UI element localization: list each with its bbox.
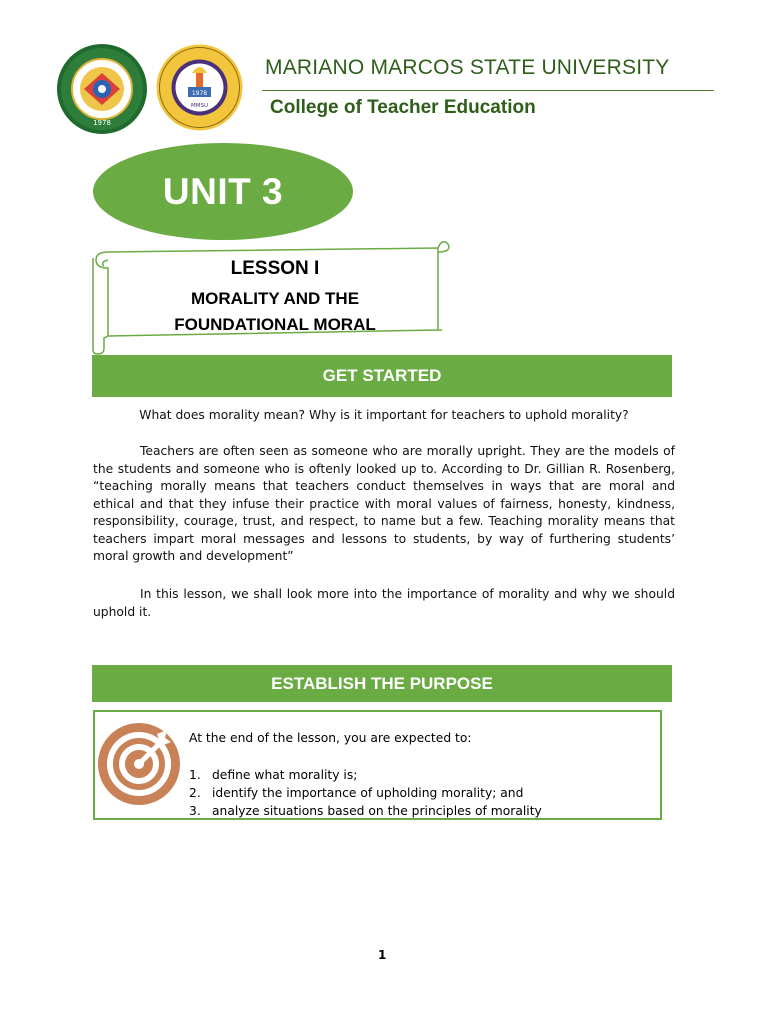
college-name: College of Teacher Education bbox=[270, 97, 536, 118]
objectives-list bbox=[189, 766, 542, 820]
objectives-intro: At the end of the lesson, you are expected to: bbox=[189, 731, 472, 745]
university-name: MARIANO MARCOS STATE UNIVERSITY bbox=[265, 56, 670, 79]
mmsu-seal-logo bbox=[56, 43, 148, 135]
establish-purpose-header: ESTABLISH THE PURPOSE bbox=[92, 665, 672, 702]
get-started-header: GET STARTED bbox=[92, 355, 672, 397]
list-item: 1. define what morality is; bbox=[189, 768, 358, 782]
lesson-title-line1: MORALITY AND THE bbox=[190, 289, 360, 308]
list-item: 2. identify the importance of upholding morality; and bbox=[189, 786, 524, 800]
svg-text:1978: 1978 bbox=[93, 119, 111, 127]
svg-text:MMSU: MMSU bbox=[190, 103, 209, 109]
target-icon bbox=[97, 720, 181, 808]
intro-paragraph: Teachers are often seen as someone who are morally upright. They are the models of the students and someone who is oftenly looked up to. According to Dr. Gillian R. Rosenberg, “teaching morally means that teachers conduct themselves in ways that are moral and ethical and that they infuse their practice with moral values of fairness, honesty, kindness, responsibility, courage, trust, and respect, to name but a few. Teaching morality means that teachers impart moral messages and lessons to students, by way of furthering students’ moral growth and development” bbox=[93, 444, 675, 563]
page-number: 1 bbox=[378, 948, 387, 962]
lesson-number: LESSON I bbox=[230, 258, 320, 279]
cte-seal-logo bbox=[155, 43, 244, 132]
unit-label: UNIT 3 bbox=[162, 170, 284, 212]
lesson-title-line2: FOUNDATIONAL MORAL bbox=[174, 315, 376, 334]
lesson-heading bbox=[110, 258, 440, 338]
lesson-paragraph: In this lesson, we shall look more into the importance of morality and why we should uphold it. bbox=[93, 587, 675, 619]
guiding-question: What does morality mean? Why is it important for teachers to uphold morality? bbox=[139, 408, 629, 422]
header-divider bbox=[262, 90, 714, 91]
unit-badge bbox=[93, 143, 353, 240]
list-item: 3. analyze situations based on the principles of morality bbox=[189, 804, 542, 818]
svg-text:1978: 1978 bbox=[191, 90, 208, 97]
